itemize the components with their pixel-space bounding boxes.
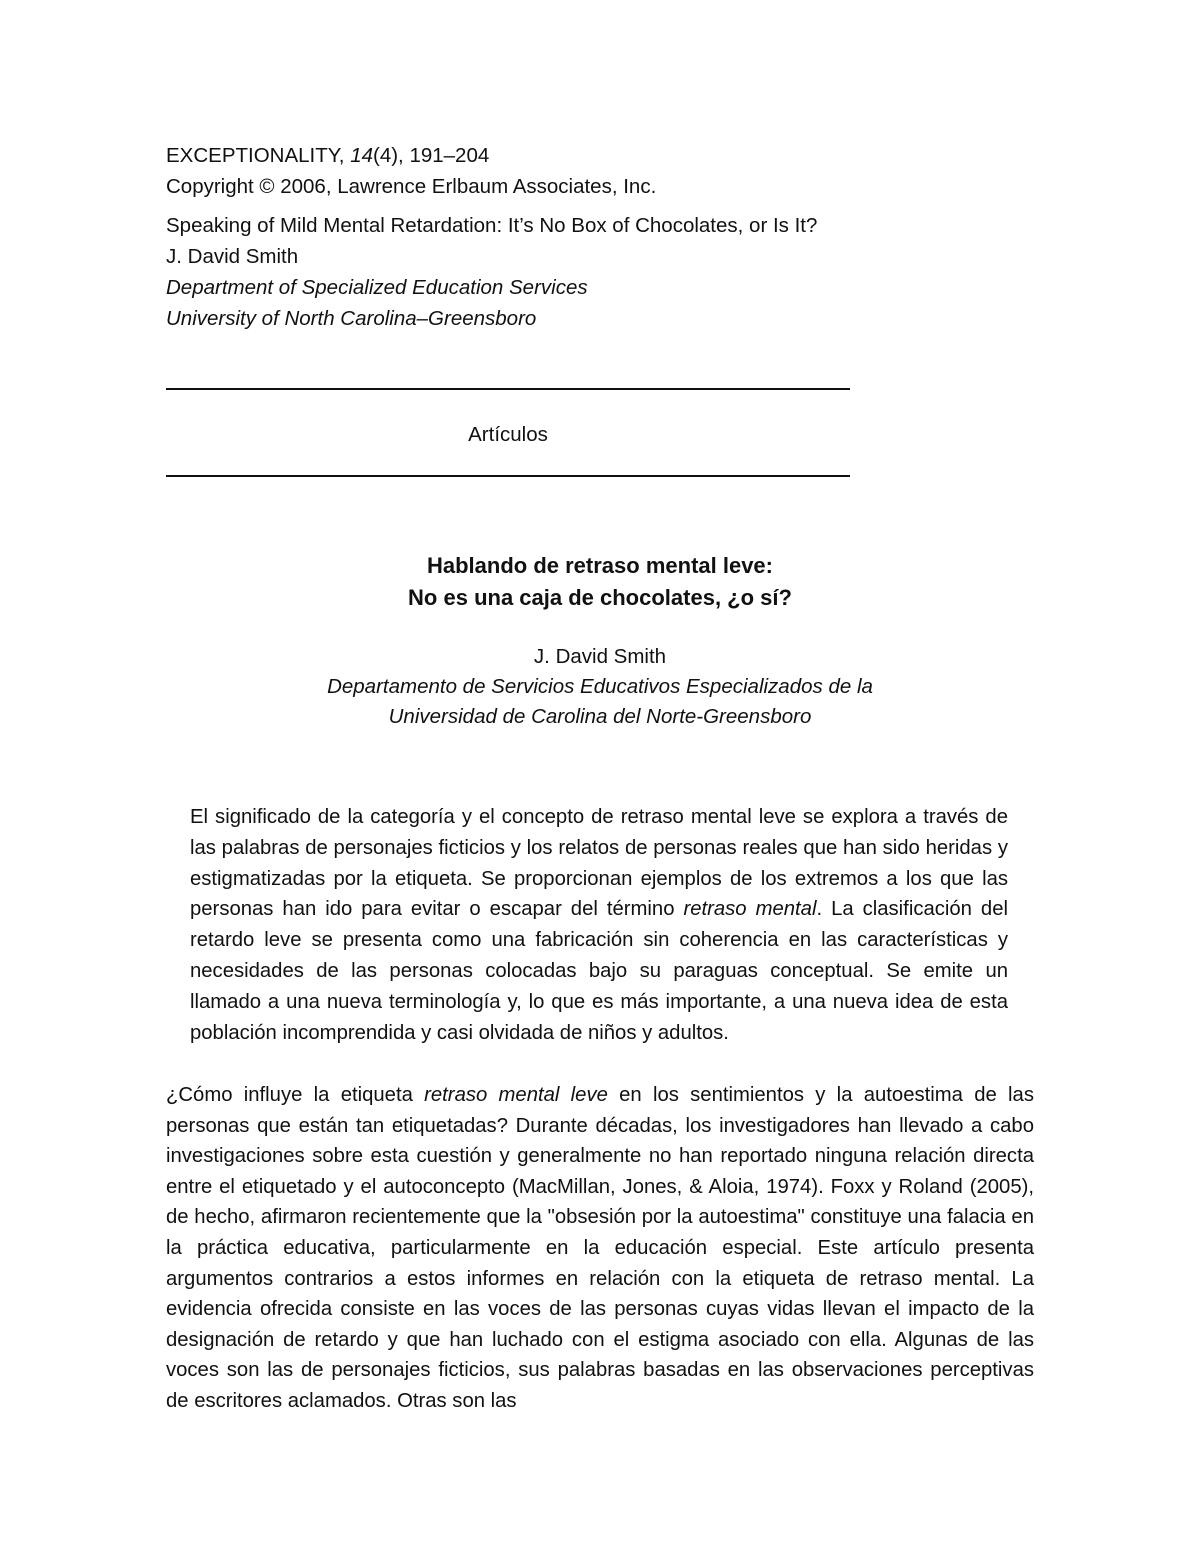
byline-affiliation-2: Universidad de Carolina del Norte-Greensboro xyxy=(388,705,812,728)
abstract-paragraph xyxy=(190,802,1008,1048)
top-divider xyxy=(166,388,850,390)
citation-header xyxy=(166,140,866,334)
article-title xyxy=(166,550,1034,614)
original-author: J. David Smith xyxy=(166,245,299,268)
body-text xyxy=(166,1080,1034,1417)
article-title-line-1: Hablando de retraso mental leve: xyxy=(427,553,773,578)
body-text-1: ¿Cómo influye la etiqueta xyxy=(166,1084,425,1106)
body-paragraph xyxy=(166,1080,1034,1417)
original-university: University of North Carolina–Greensboro xyxy=(166,307,537,330)
abstract xyxy=(190,802,1008,1048)
original-department: Department of Specialized Education Services xyxy=(166,276,588,299)
byline xyxy=(166,642,1034,732)
copyright-line: Copyright © 2006, Lawrence Erlbaum Associates, Inc. xyxy=(166,175,657,198)
journal-volume: 14 xyxy=(350,144,373,167)
journal-citation xyxy=(166,140,866,171)
abstract-text-1: El significado de la categoría y el concepto de retraso mental leve se explora a través de las palabras de personajes ficticios y los relatos de personas reales que han sido heridas y estigmatizadas por la etiqueta. Se proporcionan ejemplos de los extremos a los que las personas han ido para evitar o escapar del término xyxy=(190,806,1008,921)
abstract-text-2: . La clasificación del retardo leve se presenta como una fabricación sin coherencia en las características y necesidades de las personas colocadas bajo su paraguas conceptual. Se emite un llamado a una nueva terminología y, lo que es más importante, a una nueva idea de esta población incomprendida y casi olvidada de niños y adultos. xyxy=(190,898,1008,1044)
journal-issue-pages: (4), 191–204 xyxy=(373,144,490,167)
body-italic-term: retraso mental leve xyxy=(424,1084,608,1106)
article-title-line-2: No es una caja de chocolates, ¿o sí? xyxy=(408,585,792,610)
bottom-divider xyxy=(166,475,850,477)
abstract-italic-term: retraso mental xyxy=(683,898,817,921)
section-label: Artículos xyxy=(468,423,548,446)
original-title: Speaking of Mild Mental Retardation: It’s No Box of Chocolates, or Is It? xyxy=(166,214,818,237)
body-text-2: en los sentimientos y la autoestima de las personas que están tan etiquetadas? Durante décadas, los investigadores han llevado a cabo investigaciones sobre esta cuestión y generalmente no han reportado ninguna relación directa entre el etiquetado y el autoconcepto (MacMillan, Jones, & Aloia, 1974). Foxx y Roland (2005), de hecho, afirmaron recientemente que la "obsesión por la autoestima" constituye una falacia en la práctica educativa, particularmente en la educación especial. Este artículo presenta argumentos contrarios a estos informes en relación con la etiqueta de retraso mental. La evidencia ofrecida consiste en las voces de las personas cuyas vidas llevan el impacto de la designación de retardo y que han luchado con el estigma asociado con ella. Algunas de las voces son las de personajes ficticios, sus palabras basadas en las observaciones perceptivas de escritores aclamados. Otras son las xyxy=(166,1084,1034,1412)
byline-affiliation-1: Departamento de Servicios Educativos Especializados de la xyxy=(327,675,873,698)
byline-author: J. David Smith xyxy=(533,645,667,668)
journal-name: EXCEPTIONALITY, xyxy=(166,144,351,167)
